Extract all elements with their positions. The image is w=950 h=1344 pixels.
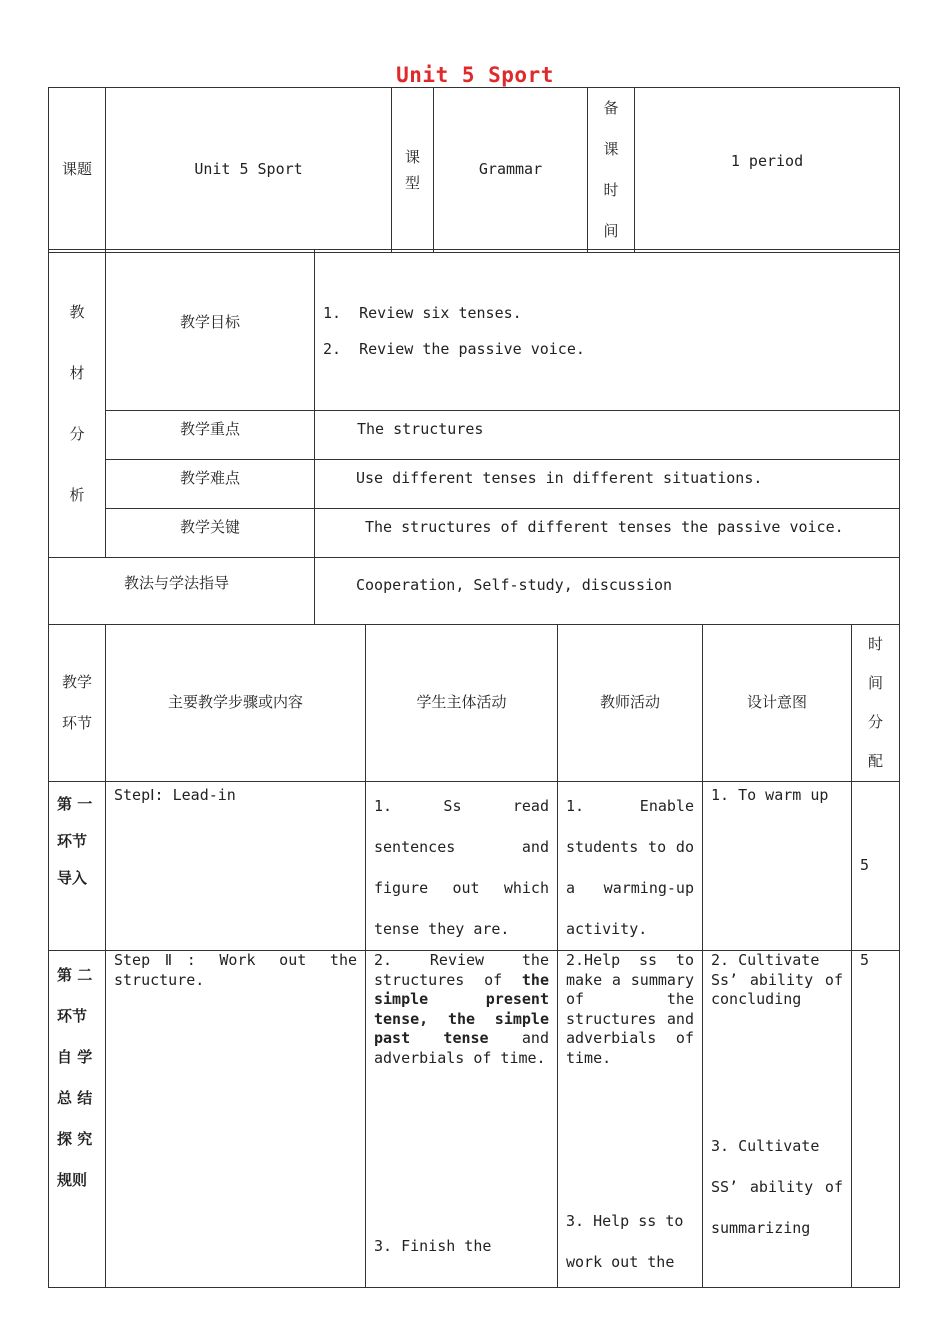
- key-points-label: 教学重点: [106, 411, 315, 460]
- process-table: [48, 624, 900, 1288]
- stage-1-label: 第 一 环节 导入: [49, 782, 106, 951]
- stage-1-students: 1. Ss read sentences and figure out which tense they are.: [366, 782, 558, 951]
- topic-label: 课题: [49, 88, 106, 253]
- objective-item: 2. Review the passive voice.: [323, 340, 585, 358]
- page-title: Unit 5 Sport: [396, 63, 554, 87]
- stage-1-steps: StepⅠ: Lead-in: [106, 782, 366, 951]
- table-row: [49, 951, 900, 1288]
- analysis-label: 教 材 分 析: [49, 250, 106, 558]
- prep-time-label: 备 课 时 间: [588, 88, 635, 253]
- objective-item: 1. Review six tenses.: [323, 304, 522, 322]
- stage-2-students: 2. Review the structures of the simple present tense, the simple past tense and adverbials of time. 3. Finish the: [366, 951, 558, 1288]
- methods-label: 教法与学法指导: [49, 558, 315, 625]
- col-students: 学生主体活动: [366, 625, 558, 782]
- table-row: [49, 782, 900, 951]
- analysis-table: [48, 249, 900, 625]
- key-value: The structures of different tenses the passive voice.: [315, 509, 900, 558]
- stage-2-teacher: 2.Help ss to make a summary of the structures and adverbials of time. 3. Help ss to work out the: [558, 951, 703, 1288]
- stage-2-steps: StepⅡ: Work out the structure.: [106, 951, 366, 1288]
- col-stage: 教学 环节: [49, 625, 106, 782]
- objectives-label: 教学目标: [106, 250, 315, 411]
- objectives-list: [315, 250, 900, 411]
- prep-time-value: 1 period: [635, 88, 900, 253]
- stage-1-design: 1. To warm up: [703, 782, 852, 951]
- col-design: 设计意图: [703, 625, 852, 782]
- stage-2-design: 2. Cultivate Ss’ ability of concluding 3. Cultivate SS’ ability of summarizing: [703, 951, 852, 1288]
- col-teacher: 教师活动: [558, 625, 703, 782]
- type-value: Grammar: [434, 88, 588, 253]
- key-label: 教学关键: [106, 509, 315, 558]
- topic-value: Unit 5 Sport: [106, 88, 392, 253]
- stage-1-teacher: 1. Enable students to do a warming-up activity.: [558, 782, 703, 951]
- difficulties-label: 教学难点: [106, 460, 315, 509]
- key-points-value: The structures: [315, 411, 900, 460]
- difficulties-value: Use different tenses in different situations.: [315, 460, 900, 509]
- header-table: [48, 87, 900, 253]
- stage-2-time: 5: [852, 951, 900, 1288]
- col-steps: 主要教学步骤或内容: [106, 625, 366, 782]
- stage-1-time: 5: [852, 782, 900, 951]
- stage-2-label: 第 二 环节 自 学 总 结 探 究 规则: [49, 951, 106, 1288]
- col-time: 时 间 分 配: [852, 625, 900, 782]
- type-label: 课 型: [392, 88, 434, 253]
- methods-value: Cooperation, Self-study, discussion: [315, 558, 900, 625]
